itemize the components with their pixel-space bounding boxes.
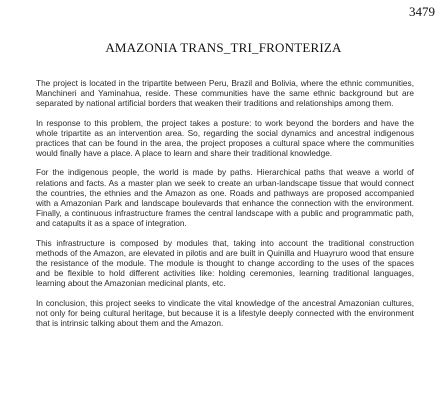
paragraph-paths: For the indigenous people, the world is made by paths. Hierarchical paths that weave a world of relations and facts. As a master plan we seek to create an urban-landscape tissue that would connect the countries, the ethnies and the Amazon as one. Roads and pathways are proposed accompanied with a Amazonian Park and landscape boulevards that enhance the connection with the environment. Finally, a continuous infrastructure frames the central landscape with a public and programmatic path, and catapults it as a space of integration. xyxy=(36,167,414,229)
document-body xyxy=(36,78,414,337)
paragraph-conclusion: In conclusion, this project seeks to vindicate the vital knowledge of the ancestral Amazonian cultures, not only for being cultural heritage, but because it is a lifestyle deeply connected with the environment that is intrinsic talking about them and the Amazon. xyxy=(36,297,414,329)
page-number: 3479 xyxy=(409,4,435,19)
paragraph-location: The project is located in the tripartite between Peru, Brazil and Bolivia, where the ethnic communities, Manchineri and Yaminahua, reside. These communities have the same ethnic background but are separated by national artificial borders that weaken their traditions and relationships among them. xyxy=(36,78,414,109)
document-title: AMAZONIA TRANS_TRI_FRONTERIZA xyxy=(105,40,342,55)
paragraph-response: In response to this problem, the project takes a posture: to work beyond the borders and have the whole tripartite as an intervention area. So, regarding the social dynamics and ancestral indigenous practices that can be found in the area, the project proposes a cultural space where the communities would finally have a place. A place to learn and share their traditional knowledge. xyxy=(36,117,414,159)
paragraph-infrastructure: This infrastructure is composed by modules that, taking into account the traditional construction methods of the Amazon, are elevated in pilotis and are built in Quinilla and Huayruro wood that ensure the resistance of the module. The module is thought to change according to the uses of the spaces and be flexible to hold different activities like: holding ceremonies, learning traditional languages, learning about the Amazonian medicinal plants, etc. xyxy=(36,237,414,289)
